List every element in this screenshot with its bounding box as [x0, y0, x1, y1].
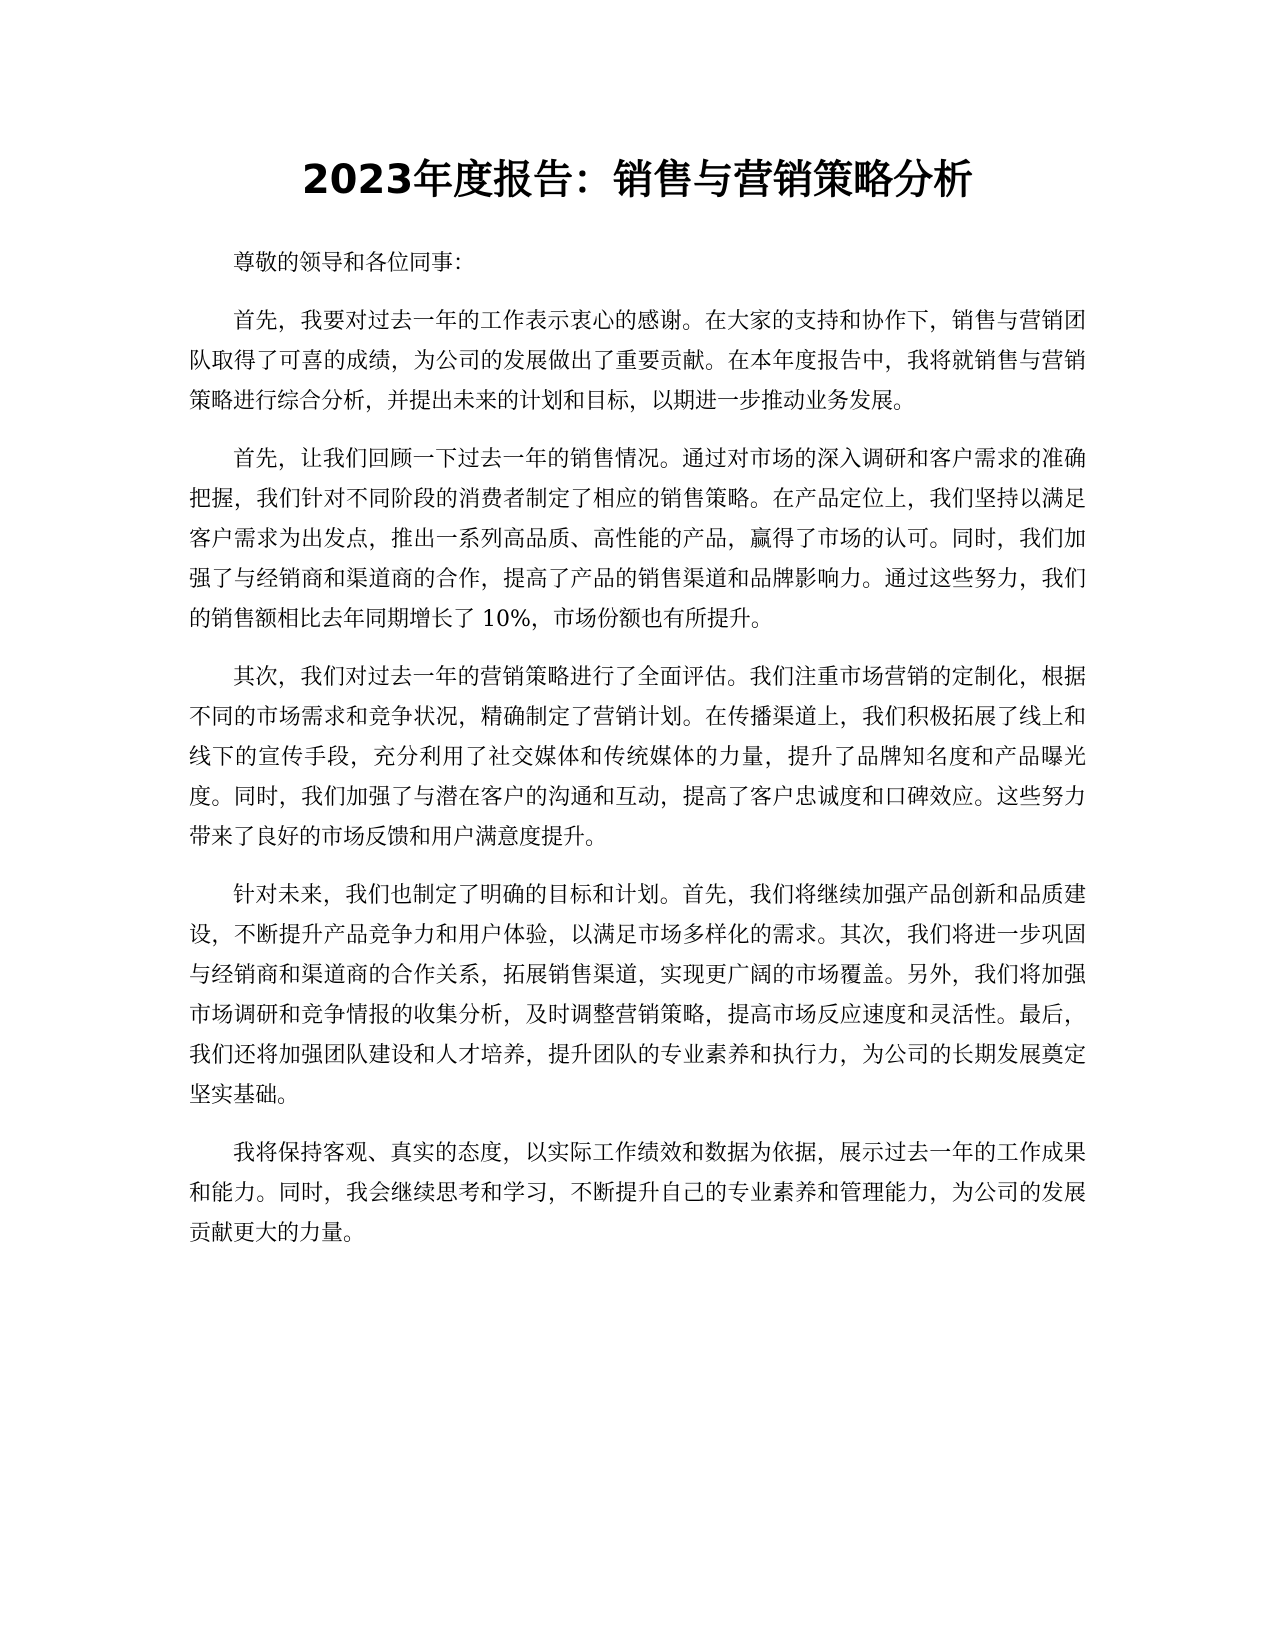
paragraph-intro: 首先，我要对过去一年的工作表示衷心的感谢。在大家的支持和协作下，销售与营销团队取得了可喜的成绩，为公司的发展做出了重要贡献。在本年度报告中，我将就销售与营销策略进行综合分析，并提出未来的计划和目标，以期进一步推动业务发展。	[189, 309, 1086, 414]
paragraph-future-plans: 针对未来，我们也制定了明确的目标和计划。首先，我们将继续加强产品创新和品质建设，不断提升产品竞争力和用户体验，以满足市场多样化的需求。其次，我们将进一步巩固与经销商和渠道商的合作关系，拓展销售渠道，实现更广阔的市场覆盖。另外，我们将加强市场调研和竞争情报的收集分析，及时调整营销策略，提高市场反应速度和灵活性。最后，我们还将加强团队建设和人才培养，提升团队的专业素养和执行力，为公司的长期发展奠定坚实基础。	[189, 883, 1086, 1108]
document-body	[189, 244, 1086, 1272]
paragraph-marketing-review: 其次，我们对过去一年的营销策略进行了全面评估。我们注重市场营销的定制化，根据不同的市场需求和竞争状况，精确制定了营销计划。在传播渠道上，我们积极拓展了线上和线下的宣传手段，充分利用了社交媒体和传统媒体的力量，提升了品牌知名度和产品曝光度。同时，我们加强了与潜在客户的沟通和互动，提高了客户忠诚度和口碑效应。这些努力带来了良好的市场反馈和用户满意度提升。	[189, 665, 1086, 850]
paragraph-closing: 我将保持客观、真实的态度，以实际工作绩效和数据为依据，展示过去一年的工作成果和能力。同时，我会继续思考和学习，不断提升自己的专业素养和管理能力，为公司的发展贡献更大的力量。	[189, 1141, 1086, 1246]
paragraph-sales-review: 首先，让我们回顾一下过去一年的销售情况。通过对市场的深入调研和客户需求的准确把握，我们针对不同阶段的消费者制定了相应的销售策略。在产品定位上，我们坚持以满足客户需求为出发点，推出一系列高品质、高性能的产品，赢得了市场的认可。同时，我们加强了与经销商和渠道商的合作，提高了产品的销售渠道和品牌影响力。通过这些努力，我们的销售额相比去年同期增长了 10%，市场份额也有所提升。	[189, 447, 1086, 632]
salutation: 尊敬的领导和各位同事：	[233, 251, 476, 276]
document-title: 2023年度报告：销售与营销策略分析	[301, 157, 974, 203]
